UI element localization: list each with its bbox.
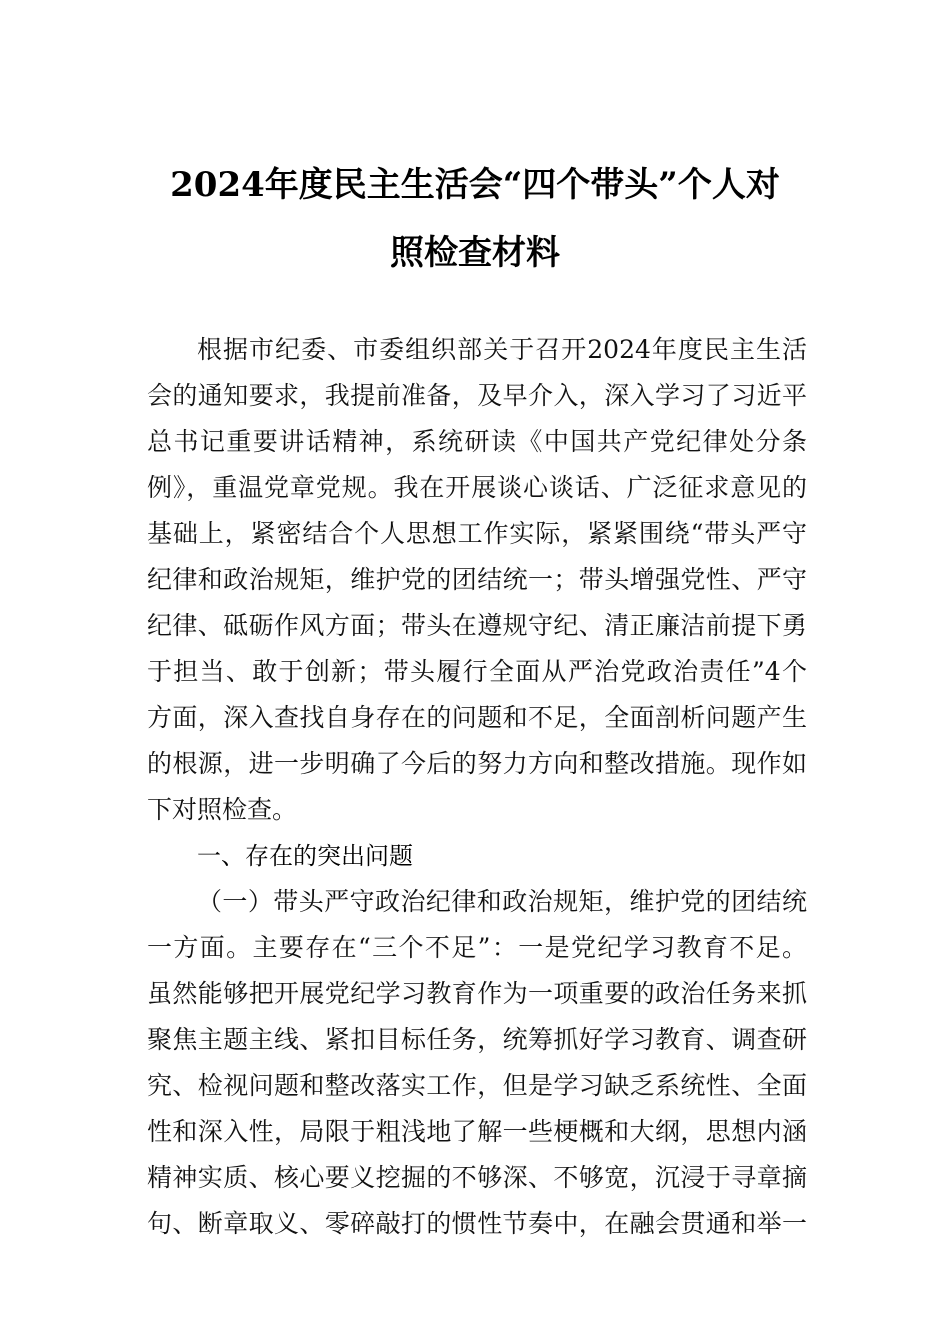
subsection-line: 性和深入性，局限于粗浅地了解一些梗概和大纲，思想内涵 bbox=[147, 1117, 807, 1146]
subsection-line: （一）带头严守政治纪律和政治规矩，维护党的团结统 bbox=[197, 887, 807, 916]
document-title-line-2: 照检查材料 bbox=[390, 233, 560, 273]
subsection-line: 究、检视问题和整改落实工作，但是学习缺乏系统性、全面 bbox=[147, 1071, 807, 1100]
intro-line: 下对照检查。 bbox=[147, 795, 298, 824]
subsection-line: 句、断章取义、零碎敲打的惯性节奏中，在融会贯通和举一 bbox=[147, 1209, 807, 1238]
intro-line: 纪律、砥砺作风方面；带头在遵规守纪、清正廉洁前提下勇 bbox=[147, 611, 807, 640]
subsection-line: 聚焦主题主线、紧扣目标任务，统筹抓好学习教育、调查研 bbox=[147, 1025, 807, 1054]
subsection-line: 一方面。主要存在“三个不足”：一是党纪学习教育不足。 bbox=[147, 933, 807, 962]
intro-line: 纪律和政治规矩，维护党的团结统一；带头增强党性、严守 bbox=[147, 565, 807, 594]
intro-line: 根据市纪委、市委组织部关于召开2024年度民主生活 bbox=[197, 335, 807, 364]
intro-line: 基础上，紧密结合个人思想工作实际，紧紧围绕“带头严守 bbox=[147, 519, 807, 548]
intro-line: 例》，重温党章党规。我在开展谈心谈话、广泛征求意见的 bbox=[147, 473, 807, 502]
intro-line: 的根源，进一步明确了今后的努力方向和整改措施。现作如 bbox=[147, 749, 807, 778]
intro-line: 方面，深入查找自身存在的问题和不足，全面剖析问题产生 bbox=[147, 703, 807, 732]
document-title-line-1: 2024年度民主生活会“四个带头”个人对 bbox=[170, 165, 780, 205]
subsection-line: 精神实质、核心要义挖掘的不够深、不够宽，沉浸于寻章摘 bbox=[147, 1163, 807, 1192]
subsection-line: 虽然能够把开展党纪学习教育作为一项重要的政治任务来抓 bbox=[147, 979, 807, 1008]
intro-line: 会的通知要求，我提前准备，及早介入，深入学习了习近平 bbox=[147, 381, 807, 410]
intro-line: 于担当、敢于创新；带头履行全面从严治党政治责任”4个 bbox=[147, 657, 807, 686]
section-heading: 一、存在的突出问题 bbox=[197, 842, 413, 870]
intro-line: 总书记重要讲话精神，系统研读《中国共产党纪律处分条 bbox=[147, 427, 807, 456]
